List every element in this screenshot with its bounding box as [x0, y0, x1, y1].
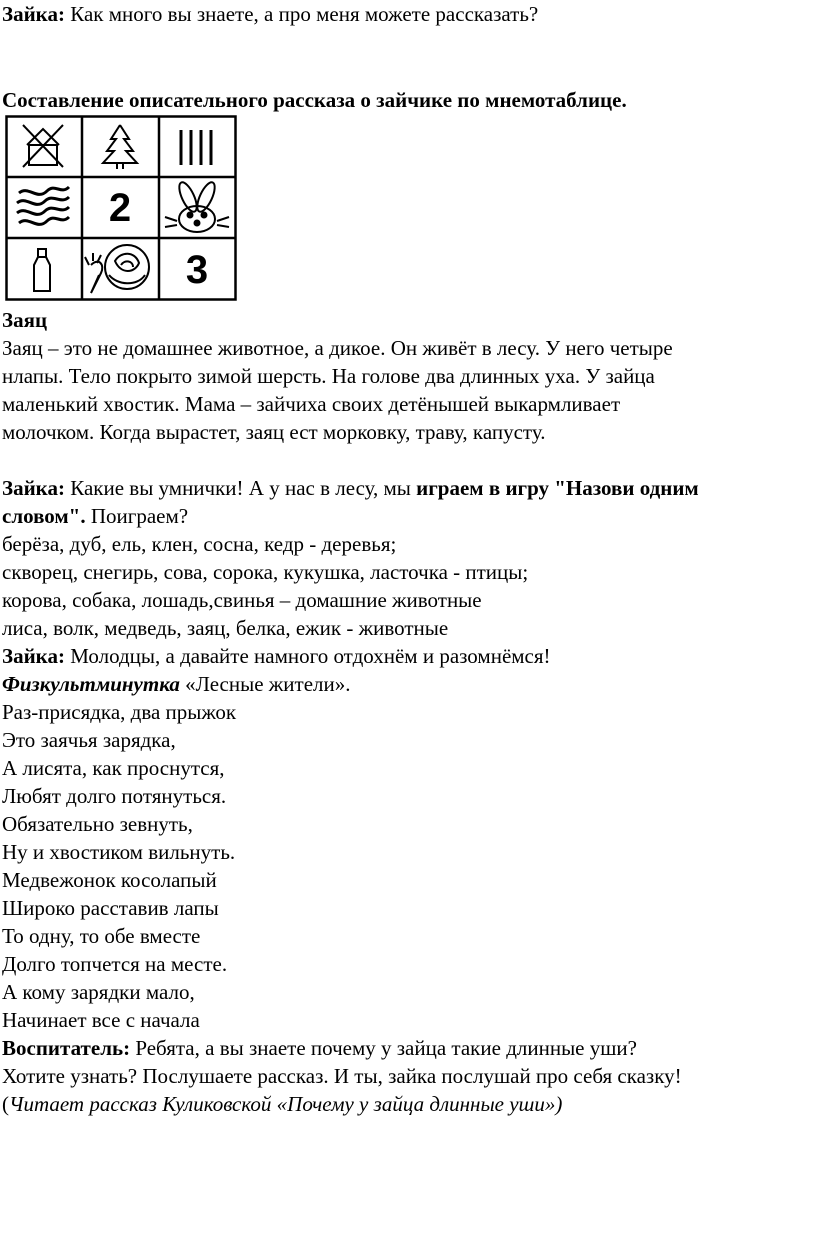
game-title-part1: играем в игру "Назови одним [416, 476, 699, 500]
teacher-line-1 [2, 1034, 637, 1062]
intro-speaker: Зайка: [2, 2, 65, 26]
intro-line [2, 0, 538, 28]
story-line: молочком. Когда вырастет, заяц ест морковку, траву, капусту. [2, 420, 546, 444]
game-text-after: Поиграем? [85, 504, 189, 528]
fur-waves-icon [17, 187, 69, 224]
poem-line: Обязательно зевнуть, [2, 812, 193, 836]
rabbit-head-icon [165, 180, 229, 232]
milk-bottle-icon [34, 249, 50, 291]
teacher-line-2: Хотите узнать? Послушаете рассказ. И ты, зайка послушай про себя сказку! [2, 1064, 682, 1088]
poem-line: Начинает все с начала [2, 1008, 200, 1032]
poem-line: А лисята, как проснутся, [2, 756, 225, 780]
game-title-part2: словом". [2, 504, 86, 528]
mnemotable-cell-2: 2 [108, 186, 132, 230]
game-line-2 [2, 502, 188, 530]
poem-line: Долго топчется на месте. [2, 952, 228, 976]
teacher-text-1: Ребята, а вы знаете почему у зайца такие длинные уши? [130, 1036, 637, 1060]
rest-line [2, 642, 551, 670]
poem-line: Любят долго потянуться. [2, 784, 227, 808]
fizminutka-heading [2, 670, 351, 698]
intro-text: Как много вы знаете, а про меня можете рассказать? [64, 2, 539, 26]
poem-line: То одну, то обе вместе [2, 924, 201, 948]
section-heading: Составление описательного рассказа о зайчике по мнемотаблице. [2, 88, 627, 112]
poem-line: Медвежонок косолапый [2, 868, 217, 892]
game-item: лиса, волк, медведь, заяц, белка, ежик - животные [2, 616, 449, 640]
cabbage-carrot-icon [85, 245, 149, 293]
crossed-house-icon [23, 125, 63, 167]
poem-line: Широко расставив лапы [2, 896, 219, 920]
teacher-note [2, 1090, 562, 1118]
fizminutka-title: «Лесные жители». [179, 672, 351, 696]
teacher-note-open: ( [2, 1092, 9, 1116]
game-text-before: Какие вы умнички! А у нас в лесу, мы [64, 476, 417, 500]
rest-speaker: Зайка: [2, 644, 65, 668]
poem-line: Раз-присядка, два прыжок [2, 700, 237, 724]
teacher-note-text: Читает рассказ Куликовской «Почему у зайца длинные уши») [9, 1092, 563, 1116]
game-line-1 [2, 474, 699, 502]
poem-line: Ну и хвостиком вильнуть. [2, 840, 236, 864]
teacher-speaker: Воспитатель: [2, 1036, 131, 1060]
rest-text: Молодцы, а давайте намного отдохнём и разомнёмся! [64, 644, 551, 668]
fizminutka-label: Физкультминутка [2, 672, 180, 696]
fir-tree-icon [103, 125, 137, 169]
four-lines-icon [181, 130, 211, 165]
game-item: берёза, дуб, ель, клен, сосна, кедр - деревья; [2, 532, 397, 556]
game-speaker: Зайка: [2, 476, 65, 500]
story-title: Заяц [2, 308, 48, 332]
poem-line: Это заячья зарядка, [2, 728, 176, 752]
story-line: Заяц – это не домашнее животное, а дикое. Он живёт в лесу. У него четыре [2, 336, 673, 360]
mnemotable [5, 115, 237, 301]
story-line: маленький хвостик. Мама – зайчиха своих детёнышей выкармливает [2, 392, 621, 416]
mnemotable-cell-3: 3 [185, 248, 209, 292]
game-item: скворец, снегирь, сова, сорока, кукушка, ласточка - птицы; [2, 560, 529, 584]
poem-line: А кому зарядки мало, [2, 980, 195, 1004]
game-item: корова, собака, лошадь,свинья – домашние животные [2, 588, 482, 612]
story-line: нлапы. Тело покрыто зимой шерсть. На голове два длинных уха. У зайца [2, 364, 655, 388]
